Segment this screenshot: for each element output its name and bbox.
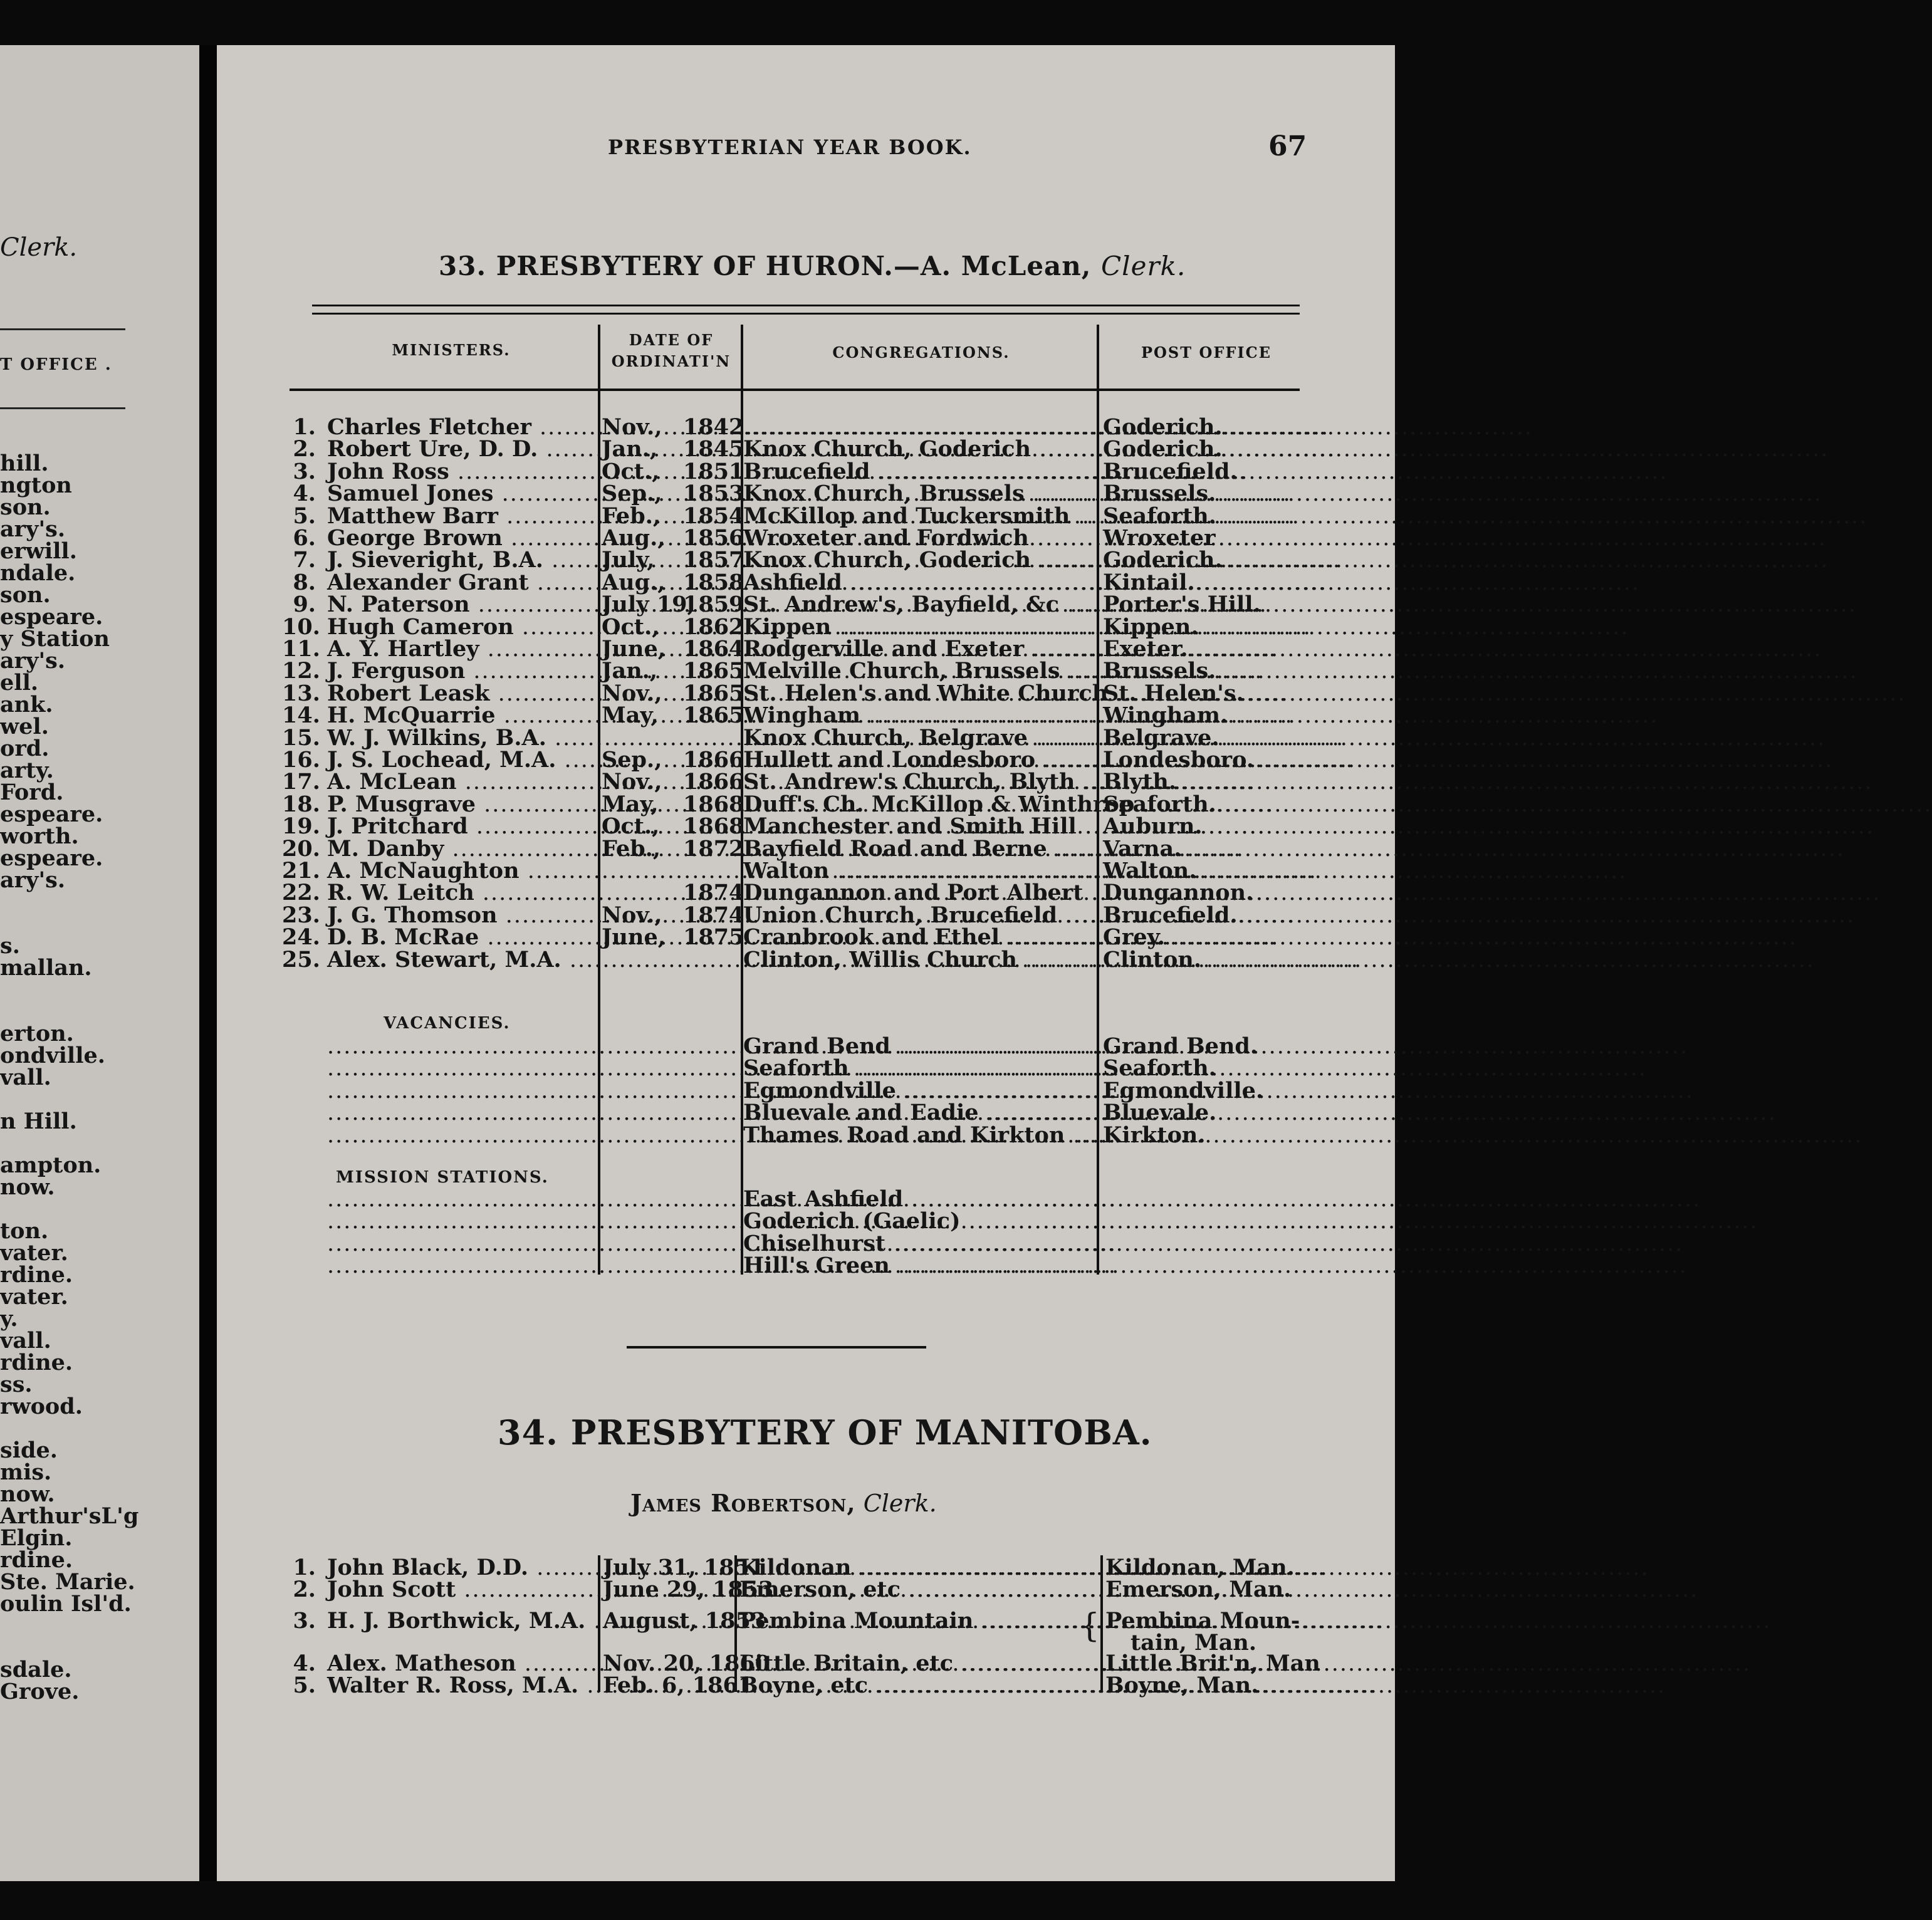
row-number: 20. bbox=[282, 835, 320, 862]
row-number: 22. bbox=[282, 880, 320, 906]
row-number: 7. bbox=[293, 547, 316, 573]
row-number: 4. bbox=[293, 1651, 316, 1676]
left-post-office-entry: erwill. bbox=[0, 538, 77, 564]
congregation: Boyne, etc ..... bbox=[739, 1674, 1097, 1696]
minister-name: J. S. Lochead, M.A. ..... bbox=[327, 749, 597, 771]
left-post-office-entry: now. bbox=[0, 1481, 55, 1507]
minister-name: J. Ferguson ..... bbox=[327, 660, 597, 682]
ordination-year: 1851 bbox=[683, 458, 744, 484]
minister-row bbox=[0, 749, 1414, 771]
left-post-office-entry: vall. bbox=[0, 1328, 51, 1354]
minister-name: George Brown ..... bbox=[327, 527, 597, 549]
ordination-month: Sep., bbox=[602, 747, 662, 773]
congregation: Bluevale and Eadie ..... bbox=[743, 1102, 1094, 1124]
minister-row bbox=[0, 527, 1414, 549]
ordination-month: Jan., bbox=[602, 658, 658, 684]
ordination-month: Aug., bbox=[602, 569, 666, 595]
mission-station: Goderich (Gaelic) ..... bbox=[743, 1210, 1094, 1232]
row-number: 3. bbox=[293, 458, 316, 484]
minister-row bbox=[0, 771, 1414, 793]
minister-name: A. McNaughton ..... bbox=[327, 860, 597, 882]
left-post-office-entry: Ste. Marie. bbox=[0, 1569, 135, 1595]
left-post-office-entry: arty. bbox=[0, 758, 54, 783]
ordination-year: 1875 bbox=[683, 924, 744, 951]
congregation: Egmondville ..... bbox=[743, 1080, 1094, 1102]
left-post-office-header: T OFFICE . bbox=[0, 355, 112, 374]
left-post-office-entry: son. bbox=[0, 494, 51, 520]
congregation: Union Church, Brucefield ..... bbox=[743, 904, 1094, 926]
congregation: St. Helen's and White Church ..... bbox=[743, 682, 1094, 704]
left-post-office-entry: Grove. bbox=[0, 1679, 80, 1704]
congregation: Rodgerville and Exeter ..... bbox=[743, 638, 1094, 660]
left-post-office-entry: ary's. bbox=[0, 867, 66, 893]
ordination-month: Nov., bbox=[602, 680, 662, 706]
post-office: Blyth. bbox=[1103, 769, 1177, 795]
manitoba-clerk-word: Clerk. bbox=[863, 1490, 937, 1517]
left-rule bbox=[0, 407, 125, 409]
post-office: Goderich. bbox=[1103, 547, 1223, 573]
manitoba-minister-row bbox=[0, 1674, 1414, 1696]
congregation: Bayfield Road and Berne ..... bbox=[743, 838, 1094, 860]
ordination-year bbox=[683, 949, 737, 971]
congregation: Brucefield ..... bbox=[743, 461, 1094, 483]
vacancy-minister-blank bbox=[327, 1080, 597, 1102]
post-office: Little Brit'n, Man bbox=[1105, 1651, 1320, 1676]
left-post-office-entry: ord. bbox=[0, 736, 50, 761]
minister-row bbox=[0, 458, 1414, 484]
post-office: Goderich. bbox=[1103, 414, 1223, 440]
vacancy-minister-blank bbox=[327, 1124, 597, 1146]
congregation: St. Andrew's Church, Blyth ..... bbox=[743, 771, 1094, 793]
row-number: 13. bbox=[282, 680, 320, 706]
post-office: Wroxeter bbox=[1103, 525, 1216, 551]
congregation: Pembina Mountain ..... bbox=[739, 1610, 1065, 1632]
minister-name: R. W. Leitch ..... bbox=[327, 882, 597, 904]
mission-minister-blank bbox=[327, 1255, 597, 1276]
ordination-year: 1857 bbox=[683, 547, 744, 573]
left-post-office-entry: ton. bbox=[0, 1218, 49, 1244]
congregation: Cranbrook and Ethel ..... bbox=[743, 926, 1094, 948]
left-post-office-entry: ss. bbox=[0, 1372, 33, 1397]
congregation: Thames Road and Kirkton ..... bbox=[743, 1124, 1094, 1146]
manitoba-minister-row bbox=[0, 1652, 1414, 1674]
left-post-office-entry: sdale. bbox=[0, 1657, 72, 1683]
ordination-year: 1872 bbox=[683, 835, 744, 862]
vacancy-minister-blank bbox=[327, 1035, 597, 1057]
row-number: 2. bbox=[293, 1577, 316, 1602]
ordination-month: June, bbox=[602, 924, 666, 951]
mission-row bbox=[0, 1210, 1414, 1232]
minister-row bbox=[0, 793, 1414, 815]
ordination-month: June, bbox=[602, 636, 666, 662]
post-office: Seaforth. bbox=[1103, 791, 1216, 817]
left-post-office-entry: side. bbox=[0, 1437, 58, 1463]
left-post-office-entry bbox=[0, 979, 138, 1001]
left-post-office-entry: s. bbox=[0, 933, 20, 959]
ordination-year: 1859 bbox=[683, 592, 744, 618]
post-office: Walton. bbox=[1103, 858, 1197, 884]
ordination-year: 1854 bbox=[683, 503, 744, 529]
left-post-office-entry: rwood. bbox=[0, 1394, 83, 1419]
left-post-office-entry: now. bbox=[0, 1174, 55, 1200]
huron-top-double-rule bbox=[312, 305, 1300, 315]
ordination-month: July, bbox=[602, 547, 655, 573]
left-post-office-entry: espeare. bbox=[0, 604, 103, 630]
minister-name: W. J. Wilkins, B.A. ..... bbox=[327, 727, 597, 749]
ordination-month: Nov., bbox=[602, 769, 662, 795]
huron-clerk-word: Clerk. bbox=[1101, 251, 1186, 281]
minister-name: N. Paterson ..... bbox=[327, 593, 597, 615]
ordination-year: 1865 bbox=[683, 680, 744, 706]
ordination-month: July 19, bbox=[602, 592, 695, 618]
ordination-month: Feb., bbox=[602, 835, 661, 862]
minister-name: P. Musgrave ..... bbox=[327, 793, 597, 815]
ordination-year: 1856 bbox=[683, 525, 744, 551]
ordination-date: June 29, 1853 bbox=[603, 1577, 774, 1602]
row-number: 11. bbox=[282, 636, 320, 662]
post-office: Grand Bend. bbox=[1103, 1033, 1258, 1059]
minister-row bbox=[0, 882, 1414, 904]
post-office: Pembina Moun- bbox=[1105, 1608, 1300, 1634]
ordination-month: Aug., bbox=[602, 525, 666, 551]
mission-station: Hill's Green ..... bbox=[743, 1255, 1094, 1276]
ordination-year: 1858 bbox=[683, 569, 744, 595]
vacancy-row bbox=[0, 1035, 1414, 1057]
mission-row bbox=[0, 1188, 1414, 1210]
row-number: 6. bbox=[293, 525, 316, 551]
congregation: Emerson, etc ..... bbox=[739, 1578, 1097, 1600]
left-rule bbox=[0, 328, 125, 330]
header-underline bbox=[290, 389, 1300, 391]
post-office: Boyne, Man. bbox=[1105, 1672, 1259, 1698]
mission-stations-label: MISSION STATIONS. bbox=[336, 1168, 549, 1187]
post-office: Kildonan, Man. bbox=[1105, 1555, 1295, 1580]
col-date-line2: ORDINATI'N bbox=[611, 352, 731, 370]
ordination-year: 1845 bbox=[683, 436, 744, 462]
minister-row bbox=[0, 924, 1414, 951]
congregation: Wroxeter and Fordwich ..... bbox=[743, 527, 1094, 549]
left-post-office-entry: y Station bbox=[0, 626, 110, 652]
minister-row bbox=[0, 682, 1414, 704]
minister-row bbox=[0, 860, 1414, 882]
ordination-month: Sep., bbox=[602, 481, 662, 507]
left-post-office-entry: vater. bbox=[0, 1240, 68, 1266]
left-post-office-entry: ngton bbox=[0, 472, 72, 498]
left-post-office-entry: Elgin. bbox=[0, 1525, 73, 1551]
left-post-office-entry: rdine. bbox=[0, 1547, 73, 1573]
minister-name: Walter R. Ross, M.A. ..... bbox=[327, 1674, 595, 1696]
post-office: Clinton. bbox=[1103, 946, 1202, 973]
ordination-month: Nov., bbox=[602, 414, 662, 440]
congregation: St. Andrew's, Bayfield, &c ..... bbox=[743, 593, 1094, 615]
huron-heading-text: 33. PRESBYTERY OF HURON.—A. McLean, bbox=[439, 251, 1092, 281]
minister-name: Robert Ure, D. D. ..... bbox=[327, 438, 597, 460]
minister-name: John Scott ..... bbox=[327, 1578, 595, 1600]
minister-name: J. G. Thomson ..... bbox=[327, 904, 597, 926]
row-number: 15. bbox=[282, 724, 320, 751]
post-office: Emerson, Man. bbox=[1105, 1577, 1292, 1602]
left-post-office-entry: n Hill. bbox=[0, 1109, 77, 1134]
row-number: 5. bbox=[293, 1672, 316, 1698]
left-post-office-entry: rdine. bbox=[0, 1262, 73, 1288]
row-number: 1. bbox=[293, 1555, 316, 1580]
row-number: 19. bbox=[282, 813, 320, 840]
row-number: 4. bbox=[293, 481, 316, 507]
minister-name: J. Sieveright, B.A. ..... bbox=[327, 549, 597, 571]
post-office: Auburn. bbox=[1103, 813, 1203, 840]
mission-minister-blank bbox=[327, 1210, 597, 1232]
post-office: Goderich. bbox=[1103, 436, 1223, 462]
row-number: 12. bbox=[282, 658, 320, 684]
vacancies-label: VACANCIES. bbox=[384, 1014, 511, 1033]
congregation: Ashfield ..... bbox=[743, 571, 1094, 593]
left-post-office-entry: espeare. bbox=[0, 845, 103, 871]
mission-station: Chiselhurst ..... bbox=[743, 1233, 1094, 1255]
ordination-year: 1865 bbox=[683, 658, 744, 684]
left-post-office-entry: ell. bbox=[0, 670, 39, 696]
minister-name: A. Y. Hartley ..... bbox=[327, 638, 597, 660]
left-post-office-entry: son. bbox=[0, 582, 51, 608]
ordination-year: 1874 bbox=[683, 902, 744, 928]
ordination-year bbox=[683, 727, 737, 749]
row-number: 16. bbox=[282, 747, 320, 773]
minister-name: John Ross ..... bbox=[327, 461, 597, 483]
ordination-month: Oct., bbox=[602, 813, 660, 840]
ordination-month: May, bbox=[602, 702, 659, 729]
row-number: 24. bbox=[282, 924, 320, 951]
row-number: 23. bbox=[282, 902, 320, 928]
post-office: Kippen. bbox=[1103, 613, 1199, 640]
congregation: Knox Church, Goderich ..... bbox=[743, 438, 1094, 460]
manitoba-minister-row bbox=[0, 1578, 1414, 1600]
minister-name: J. Pritchard ..... bbox=[327, 815, 597, 837]
ordination-year: 1865 bbox=[683, 702, 744, 729]
post-office: Seaforth. bbox=[1103, 1055, 1216, 1082]
ordination-year: 1853 bbox=[683, 481, 744, 507]
minister-row bbox=[0, 660, 1414, 682]
post-office-line2: tain, Man. bbox=[1130, 1630, 1257, 1656]
post-office: Belgrave. bbox=[1103, 724, 1219, 751]
row-number: 9. bbox=[293, 592, 316, 618]
congregation: Knox Church, Belgrave ..... bbox=[743, 727, 1094, 749]
minister-name: Alex. Matheson ..... bbox=[327, 1652, 595, 1674]
row-number: 25. bbox=[282, 946, 320, 973]
congregation bbox=[743, 416, 1094, 438]
ordination-month: Nov., bbox=[602, 902, 662, 928]
minister-name: Robert Leask ..... bbox=[327, 682, 597, 704]
minister-name: John Black, D.D. ..... bbox=[327, 1557, 595, 1578]
post-office: Porter's Hill. bbox=[1103, 592, 1261, 618]
left-clerk-label: Clerk. bbox=[0, 233, 78, 262]
congregation: Kippen ..... bbox=[743, 616, 1094, 638]
row-number: 14. bbox=[282, 702, 320, 729]
congregation: Little Britain, etc ..... bbox=[739, 1652, 1097, 1674]
manitoba-clerk-name: James Robertson, bbox=[630, 1489, 856, 1517]
vacancy-row bbox=[0, 1124, 1414, 1146]
col-date-line1: DATE OF bbox=[629, 331, 714, 349]
row-number: 21. bbox=[282, 858, 320, 884]
left-post-office-entry: Arthur'sL'g bbox=[0, 1503, 139, 1529]
ordination-year: 1868 bbox=[683, 791, 744, 817]
post-office: Exeter. bbox=[1103, 636, 1188, 662]
minister-name: Matthew Barr ..... bbox=[327, 505, 597, 527]
post-office: Dungannon. bbox=[1103, 880, 1254, 906]
section-separator bbox=[627, 1346, 926, 1349]
post-office: Grey. bbox=[1103, 924, 1166, 951]
post-office: Brucefield. bbox=[1103, 902, 1238, 928]
minister-name: H. J. Borthwick, M.A. ..... bbox=[327, 1610, 595, 1632]
ordination-date: Feb. 6, 1861 bbox=[603, 1672, 754, 1698]
post-office: Wingham. bbox=[1103, 702, 1228, 729]
congregation: Duff's Ch. McKillop & Winthrop ..... bbox=[743, 793, 1094, 815]
minister-row bbox=[0, 416, 1414, 438]
post-office: Kintail. bbox=[1103, 569, 1195, 595]
post-office: Bluevale. bbox=[1103, 1100, 1217, 1126]
vacancy-minister-blank bbox=[327, 1102, 597, 1124]
left-post-office-entry: ary's. bbox=[0, 648, 66, 674]
manitoba-clerk bbox=[630, 1489, 937, 1517]
running-head: PRESBYTERIAN YEAR BOOK. bbox=[608, 135, 972, 159]
congregation: Clinton, Willis Church ..... bbox=[743, 949, 1094, 971]
ordination-year: 1868 bbox=[683, 813, 744, 840]
congregation: Dungannon and Port Albert ..... bbox=[743, 882, 1094, 904]
ordination-year: 1862 bbox=[683, 613, 744, 640]
manitoba-minister-row bbox=[0, 1557, 1414, 1578]
left-post-office-entry: mis. bbox=[0, 1459, 52, 1485]
ordination-date: Nov. 20, 1860 bbox=[603, 1651, 771, 1676]
col-ministers: MINISTERS. bbox=[392, 341, 511, 359]
left-post-office-entry bbox=[0, 1417, 138, 1439]
mission-station: East Ashfield ..... bbox=[743, 1188, 1094, 1210]
ordination-month: May, bbox=[602, 791, 659, 817]
post-office: Egmondville. bbox=[1103, 1077, 1264, 1103]
page-number: 67 bbox=[1268, 130, 1307, 162]
minister-row bbox=[0, 904, 1414, 926]
post-office: Brussels. bbox=[1103, 481, 1216, 507]
manitoba-minister-row bbox=[0, 1610, 1414, 1632]
left-post-office-entry: oulin Isl'd. bbox=[0, 1591, 132, 1617]
post-office: Brussels. bbox=[1103, 658, 1216, 684]
mission-minister-blank bbox=[327, 1188, 597, 1210]
ordination-month: Oct., bbox=[602, 613, 660, 640]
ordination-year: 1842 bbox=[683, 414, 744, 440]
ordination-date: July 31, 1851 bbox=[603, 1555, 765, 1580]
row-number: 5. bbox=[293, 503, 316, 529]
ordination-date: August, 1853 bbox=[603, 1608, 766, 1634]
congregation: Knox Church, Goderich ..... bbox=[743, 549, 1094, 571]
minister-name: M. Danby ..... bbox=[327, 838, 597, 860]
post-office: Varna. bbox=[1103, 835, 1182, 862]
post-office: Londesboro. bbox=[1103, 747, 1255, 773]
row-number: 17. bbox=[282, 769, 320, 795]
post-office: St. Helen's. bbox=[1103, 680, 1244, 706]
vacancy-row bbox=[0, 1102, 1414, 1124]
minister-row bbox=[0, 549, 1414, 571]
left-post-office-entry bbox=[0, 1001, 138, 1023]
row-number: 3. bbox=[293, 1608, 316, 1634]
congregation: Walton ..... bbox=[743, 860, 1094, 882]
minister-row bbox=[0, 571, 1414, 593]
col-post-office: POST OFFICE bbox=[1141, 343, 1272, 362]
post-office: Seaforth. bbox=[1103, 503, 1216, 529]
minister-name: Samuel Jones ..... bbox=[327, 483, 597, 504]
left-post-office-entry: wel. bbox=[0, 714, 49, 739]
congregation: Knox Church, Brussels ..... bbox=[743, 483, 1094, 504]
minister-row bbox=[0, 505, 1414, 527]
minister-name: Alexander Grant ..... bbox=[327, 571, 597, 593]
left-post-office-entry: ondville. bbox=[0, 1043, 105, 1068]
left-post-office-entry: rdine. bbox=[0, 1350, 73, 1375]
minister-row bbox=[0, 638, 1414, 660]
left-post-office-entry: ank. bbox=[0, 692, 53, 717]
congregation: Kildonan ..... bbox=[739, 1557, 1097, 1578]
left-post-office-entry: erton. bbox=[0, 1021, 74, 1046]
minister-name: Hugh Cameron ..... bbox=[327, 616, 597, 638]
minister-name: D. B. McRae ..... bbox=[327, 926, 597, 948]
row-number: 2. bbox=[293, 436, 316, 462]
left-post-office-entry: vall. bbox=[0, 1065, 51, 1090]
minister-name: Charles Fletcher ..... bbox=[327, 416, 597, 438]
left-post-office-entry: hill. bbox=[0, 451, 49, 476]
ordination-year: 1866 bbox=[683, 769, 744, 795]
ordination-month: Feb., bbox=[602, 503, 661, 529]
vacancy-minister-blank bbox=[327, 1057, 597, 1079]
ordination-year bbox=[683, 860, 737, 882]
post-office: Kirkton. bbox=[1103, 1122, 1206, 1148]
left-post-office-entry: ndale. bbox=[0, 560, 76, 586]
left-post-office-entry: vater. bbox=[0, 1284, 68, 1310]
ordination-year: 1866 bbox=[683, 747, 744, 773]
row-number: 10. bbox=[282, 613, 320, 640]
mission-minister-blank bbox=[327, 1233, 597, 1255]
congregation: Wingham ..... bbox=[743, 704, 1094, 726]
left-post-office-entry: y. bbox=[0, 1306, 18, 1332]
congregation: Manchester and Smith Hill ..... bbox=[743, 815, 1094, 837]
congregation: Melville Church, Brussels ..... bbox=[743, 660, 1094, 682]
left-post-office-entry: ampton. bbox=[0, 1152, 102, 1178]
congregation: Grand Bend ..... bbox=[743, 1035, 1094, 1057]
brace-mark: { bbox=[1079, 1607, 1100, 1645]
congregation: Hullett and Londesboro ..... bbox=[743, 749, 1094, 771]
ordination-year: 1874 bbox=[683, 880, 744, 906]
left-post-office-entry: Ford. bbox=[0, 780, 64, 805]
ordination-month: Oct., bbox=[602, 458, 660, 484]
row-number: 8. bbox=[293, 569, 316, 595]
minister-name: A. McLean ..... bbox=[327, 771, 597, 793]
ordination-month: Jan., bbox=[602, 436, 658, 462]
ordination-year: 1864 bbox=[683, 636, 744, 662]
left-post-office-entry: worth. bbox=[0, 823, 79, 849]
minister-name: Alex. Stewart, M.A. ..... bbox=[327, 949, 597, 971]
left-post-office-entry: mallan. bbox=[0, 955, 92, 981]
minister-row bbox=[0, 438, 1414, 460]
minister-name: H. McQuarrie ..... bbox=[327, 704, 597, 726]
row-number: 18. bbox=[282, 791, 320, 817]
congregation: McKillop and Tuckersmith ..... bbox=[743, 505, 1094, 527]
manitoba-heading: 34. PRESBYTERY OF MANITOBA. bbox=[498, 1412, 1152, 1453]
left-post-office-entry: ary's. bbox=[0, 516, 66, 542]
post-office: Brucefield. bbox=[1103, 458, 1238, 484]
congregation: Seaforth ..... bbox=[743, 1057, 1094, 1079]
col-congregations: CONGREGATIONS. bbox=[832, 343, 1010, 362]
left-post-office-entry: espeare. bbox=[0, 801, 103, 827]
row-number: 1. bbox=[293, 414, 316, 440]
huron-heading bbox=[439, 251, 1186, 281]
minister-row bbox=[0, 946, 1414, 973]
